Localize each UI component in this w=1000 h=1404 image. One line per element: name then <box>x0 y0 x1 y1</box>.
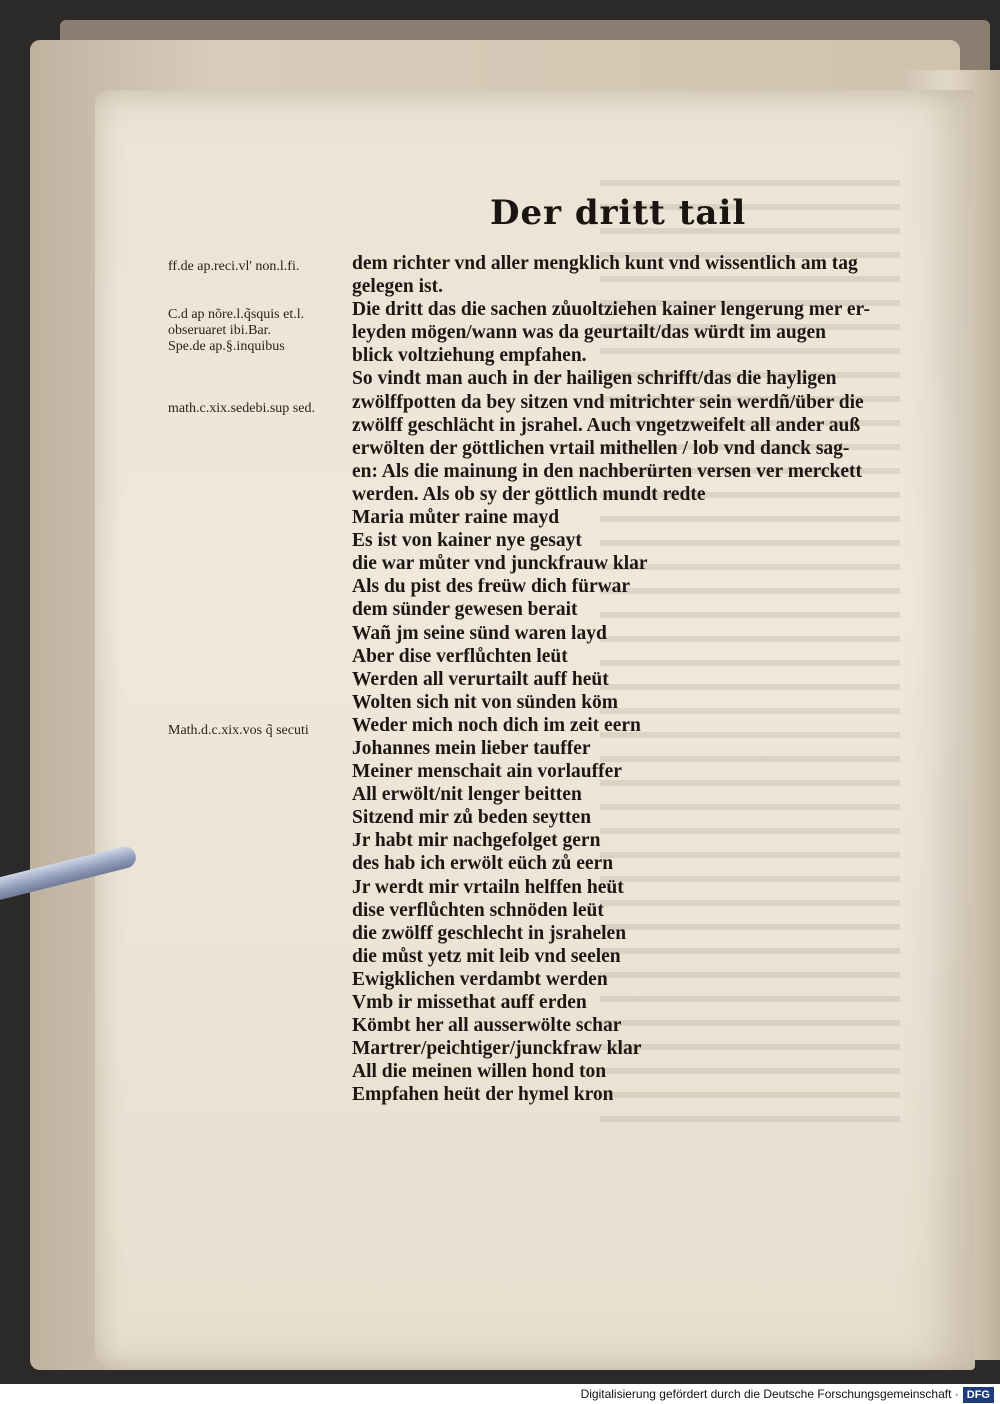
text-line: zwölffpotten da bey sitzen vnd mitrichter sein werdñ/über die <box>352 391 864 413</box>
verse-line: Maria můter raine mayd <box>352 507 560 529</box>
text-line: zwölff geschlächt in jsrahel. Auch vngetzweifelt all ander auß <box>352 414 861 436</box>
verse-line: Sitzend mir zů beden seytten <box>352 807 592 829</box>
verse-line: die můst yetz mit leib vnd seelen <box>352 945 621 967</box>
text-line: So vindt man auch in der hailigen schrifft/das die hayligen <box>352 368 837 390</box>
text-line: Die dritt das die sachen zůuoltziehen kainer lengerung mer er- <box>352 299 870 321</box>
verse-line: Johannes mein lieber tauffer <box>352 737 591 759</box>
text-line: leyden mögen/wann was da geurtailt/das würdt im augen <box>352 322 826 344</box>
verse-line: Werden all verurtailt auff heüt <box>352 668 609 690</box>
margin-note: Math.d.c.xix.vos q̃ secuti <box>168 723 309 738</box>
verse-line: Meiner menschait ain vorlauffer <box>352 761 622 783</box>
verse-line: Empfahen heüt der hymel kron <box>352 1084 614 1106</box>
footer-bar <box>0 1384 1000 1404</box>
verse-line: Kömbt her all ausserwölte schar <box>352 1015 622 1037</box>
text-line: dem richter vnd aller mengklich kunt vnd wissentlich am tag <box>352 253 858 274</box>
verse-line: Aber dise verflůchten leüt <box>352 645 568 667</box>
verse-line: die war můter vnd junckfrauw klar <box>352 553 648 575</box>
verse-line: Wañ jm seine sünd waren layd <box>352 622 607 644</box>
verse-line: dise verflůchten schnöden leüt <box>352 899 604 921</box>
verse-line: dem sünder gewesen berait <box>352 599 578 621</box>
margin-note: C.d ap nõre.l.q̃squis et.l. <box>168 307 305 322</box>
verse-line: Als du pist des freüw dich fürwar <box>352 576 631 598</box>
margin-note: obseruaret ibi.Bar. <box>168 323 272 338</box>
dfg-logo[interactable]: DFG <box>963 1387 994 1403</box>
verse-line: Ewigklichen verdambt werden <box>352 968 608 990</box>
margin-note: ff.de ap.reci.vl' non.l.fi. <box>168 259 300 274</box>
text-line: gelegen ist. <box>352 276 443 298</box>
main-text-block <box>352 252 912 1106</box>
verse-line: des hab ich erwölt eüch zů eern <box>352 853 614 875</box>
verse-line: Jr habt mir nachgefolget gern <box>352 830 601 852</box>
verse-line: All erwölt/nit lenger beitten <box>352 784 582 806</box>
text-line: erwölten der göttlichen vrtail mithellen / lob vnd danck sag- <box>352 437 850 459</box>
margin-note: Spe.de ap.§.inquibus <box>168 339 285 354</box>
page-header: Der dritt tail <box>490 193 747 233</box>
text-line: blick voltziehung empfahen. <box>352 345 587 367</box>
text-line: werden. Als ob sy der göttlich mundt redte <box>352 483 706 505</box>
verse-line: die zwölff geschlecht in jsrahelen <box>352 922 627 944</box>
text-line: en: Als die mainung in den nachberürten versen ver merckett <box>352 460 863 482</box>
verse-line: Wolten sich nit von sünden köm <box>352 691 619 713</box>
verse-line: Vmb ir missethat auff erden <box>352 992 587 1013</box>
funding-credit: Digitalisierung gefördert durch die Deutsche Forschungsgemeinschaft · <box>580 1387 959 1401</box>
verse-line: Es ist von kainer nye gesayt <box>352 530 582 552</box>
margin-note: math.c.xix.sedebi.sup sed. <box>168 401 315 416</box>
verse-line: Weder mich noch dich im zeit eern <box>352 714 641 736</box>
verse-line: Martrer/peichtiger/junckfraw klar <box>352 1038 642 1060</box>
verse-line: All die meinen willen hond ton <box>352 1061 607 1083</box>
verse-line: Jr werdt mir vrtailn helffen heüt <box>352 876 624 898</box>
